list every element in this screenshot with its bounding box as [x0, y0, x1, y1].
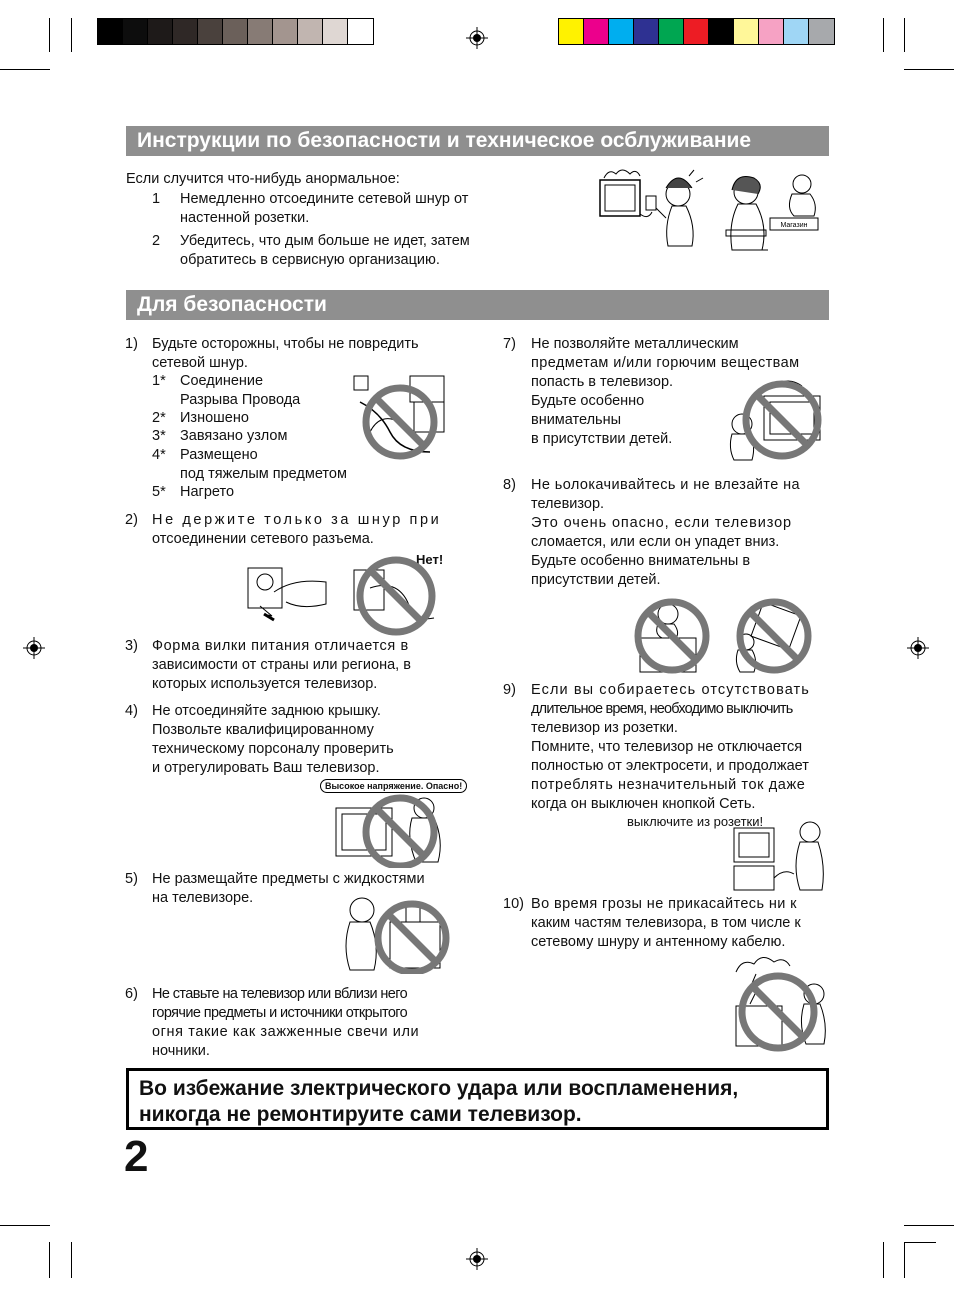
page-number: 2	[124, 1132, 149, 1181]
list-item: Если вы собираетесь отсутствовать длительное время, необходимо выключить телевизор из розетки. Помните, что телевизор не отключается полностью от электросети, и продолжает потреблять незначительный ток даже когда он выключен кнопкой Сеть.	[531, 682, 810, 812]
color-swatch	[198, 19, 223, 44]
color-swatch	[609, 19, 634, 44]
color-swatch	[809, 19, 834, 44]
sub-number: 2*	[152, 410, 166, 426]
color-swatch	[123, 19, 148, 44]
grayscale-color-bar	[97, 18, 374, 45]
registration-mark-icon	[907, 637, 929, 659]
list-number: 2	[152, 233, 161, 249]
color-swatch	[248, 19, 273, 44]
sub-number: 5*	[152, 484, 166, 500]
list-item: Не отсоединяйте заднюю крышку. Позвольте квалифицированному техническому порсоналу проверить и отрегулировать Ваш телевизор.	[152, 703, 394, 776]
list-item: Во время грозы не прикасайтесь ни к каким частям телевизора, в том числе к сетевому шнуру и антенному кабелю.	[531, 896, 801, 950]
child-on-tv-illustration	[632, 594, 716, 678]
color-swatch	[273, 19, 298, 44]
sub-number: 3*	[152, 428, 166, 444]
section-title-for-safety: Для безопасности	[126, 290, 829, 320]
unplug-tv-illustration	[594, 166, 720, 258]
high-voltage-label: Высокое напряжение. Опасно!	[320, 779, 467, 793]
list-number: 5)	[125, 871, 138, 887]
pull-cord-wrong-illustration	[350, 548, 442, 638]
color-swatch	[584, 19, 609, 44]
unplug-label: выключите из розетки!	[627, 814, 764, 829]
liquid-on-tv-illustration	[340, 888, 450, 974]
list-number: 8)	[503, 477, 516, 493]
sub-item: Завязано узлом	[180, 428, 288, 444]
sub-number: 4*	[152, 447, 166, 463]
pull-plug-correct-illustration	[244, 562, 330, 626]
sub-item: Нагрето	[180, 484, 235, 500]
color-swatch	[98, 19, 123, 44]
color-swatch	[634, 19, 659, 44]
color-swatch	[323, 19, 348, 44]
no-label: Нет!	[416, 552, 444, 567]
list-number: 7)	[503, 336, 516, 352]
color-swatch	[784, 19, 809, 44]
color-swatch	[759, 19, 784, 44]
list-item: Не размещайте предметы с жидкостями на телевизоре.	[152, 871, 425, 906]
color-swatch	[734, 19, 759, 44]
color-swatch	[223, 19, 248, 44]
warning-line: никогда не ремонтируите сами телевизор.	[139, 1103, 582, 1126]
sub-item: Изношено	[180, 410, 249, 426]
color-swatch	[659, 19, 684, 44]
registration-mark-icon	[23, 637, 45, 659]
list-number: 10)	[503, 896, 524, 912]
sub-item: Размещено под тяжелым предметом	[180, 447, 347, 482]
sub-number: 1*	[152, 373, 166, 389]
sub-item: Соединение Разрыва Провода	[180, 373, 301, 408]
list-number: 3)	[125, 638, 138, 654]
list-item: Форма вилки питания отличается в зависимости от страны или региона, в которых используется телевизор.	[152, 638, 411, 692]
list-number: 6)	[125, 986, 138, 1002]
back-cover-illustration	[332, 792, 448, 868]
list-item: Не позволяйте металлическим предметам и/или горючим веществам попасть в телевизор. Будьте особенно внимательны в присутствии детей.	[531, 336, 800, 447]
cord-damage-illustration	[350, 372, 450, 464]
warning-line: Во избежание злектрического удара или воспламенения,	[139, 1077, 739, 1100]
cmyk-color-bar	[558, 18, 835, 45]
list-item: Немедленно отсоедините сетевой шнур от настенной розетки.	[180, 191, 469, 226]
shop-label: Магазин	[780, 222, 808, 229]
unplug-when-away-illustration	[730, 818, 828, 894]
registration-mark-icon	[466, 27, 488, 49]
list-item: Не ьолокачивайтесь и не влезайте на телевизор. Это очень опасно, если телевизор сломается, или если он упадет вниз. Будьте особенно внимательны в присутствии детей.	[531, 477, 800, 588]
list-item: Не ставьте на телевизор или вблизи него горячие предметы и источники открытого огня такие как зажженные свечи или ночники.	[152, 986, 420, 1059]
color-swatch	[559, 19, 584, 44]
color-swatch	[709, 19, 734, 44]
metal-objects-illustration	[724, 376, 830, 466]
intro-text: Если случится что-нибудь анормальное:	[126, 171, 400, 187]
list-number: 2)	[125, 512, 138, 528]
list-number: 1)	[125, 336, 138, 352]
color-swatch	[148, 19, 173, 44]
list-item: Не держите только за шнур при отсоединении сетевого разъема.	[152, 512, 442, 547]
list-number: 9)	[503, 682, 516, 698]
thunderstorm-illustration	[726, 954, 830, 1054]
color-swatch	[684, 19, 709, 44]
warning-box	[126, 1068, 829, 1130]
color-swatch	[173, 19, 198, 44]
list-number: 1	[152, 191, 161, 207]
call-service-illustration	[724, 170, 822, 260]
color-swatch	[298, 19, 323, 44]
list-number: 4)	[125, 703, 138, 719]
registration-mark-icon	[466, 1248, 488, 1270]
falling-tv-illustration	[726, 594, 812, 678]
section-title-safety-maintenance: Инструкции по безопасности и техническое осблуживание	[126, 126, 829, 156]
list-item: Будьте осторожны, чтобы не повредить сетевой шнур.	[152, 336, 419, 371]
color-swatch	[348, 19, 373, 44]
list-item: Убедитесь, что дым больше не идет, затем обратитесь в сервисную организацию.	[180, 233, 470, 268]
